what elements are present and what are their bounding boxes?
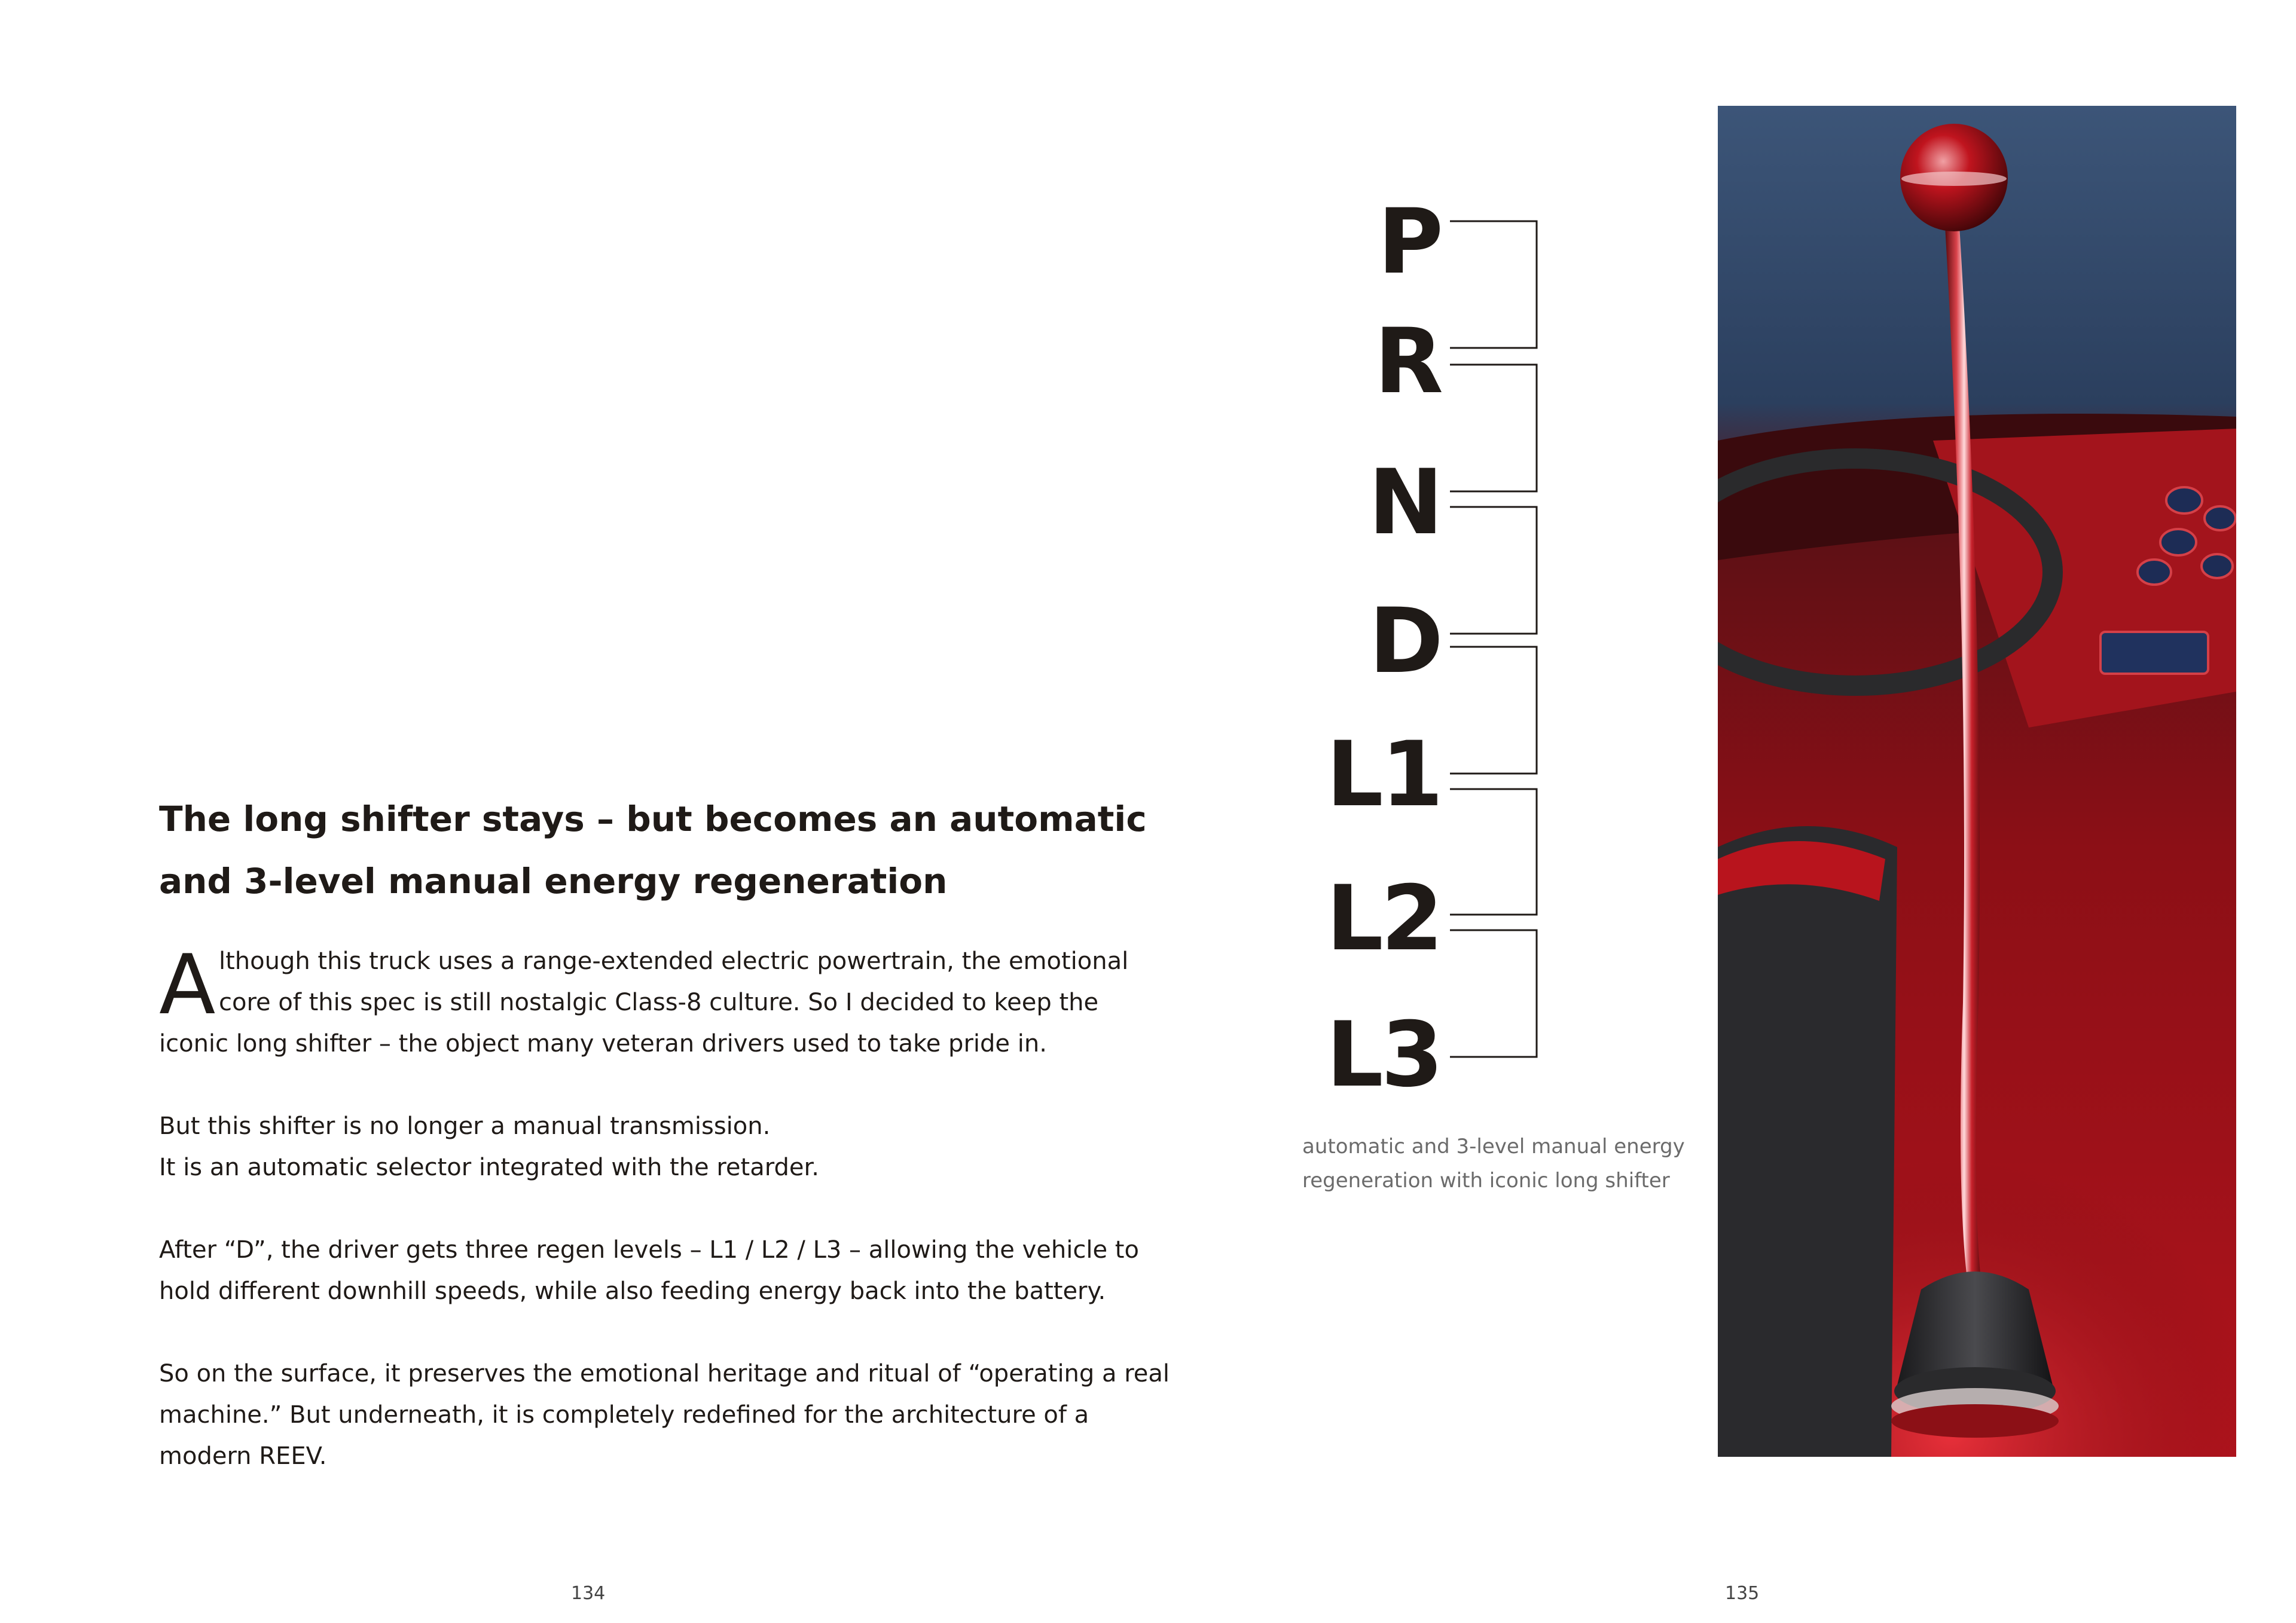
paragraph-1-line-3: iconic long shifter – the object many veteran drivers used to take pride in.: [159, 1030, 1047, 1057]
shifter-photo: [1718, 106, 2236, 1457]
page-number-left: 134: [571, 1583, 606, 1604]
paragraph-2-line-2: It is an automatic selector integrated with the retarder.: [159, 1154, 819, 1181]
page-number-right: 135: [1725, 1583, 1760, 1604]
heading-line-1: The long shifter stays – but becomes an automatic: [159, 799, 1147, 839]
paragraph-1-line-2: core of this spec is still nostalgic Class-8 culture. So I decided to keep the: [219, 989, 1099, 1016]
paragraph-3: [159, 1230, 1139, 1312]
paragraph-3-line-2: hold different downhill speeds, while also feeding energy back into the battery.: [159, 1277, 1106, 1305]
paragraph-3-line-1: After “D”, the driver gets three regen levels – L1 / L2 / L3 – allowing the vehicle to: [159, 1236, 1139, 1264]
paragraph-4: [159, 1353, 1170, 1477]
paragraph-2-line-1: But this shifter is no longer a manual transmission.: [159, 1112, 771, 1140]
gear-label-r: R: [1374, 310, 1441, 414]
paragraph-4-line-3: modern REEV.: [159, 1442, 327, 1470]
heading-line-2: and 3-level manual energy regeneration: [159, 861, 948, 901]
paragraph-4-line-2: machine.” But underneath, it is completely redefined for the architecture of a: [159, 1401, 1089, 1429]
gear-label-l3: L3: [1326, 1003, 1441, 1107]
paragraph-4-line-1: So on the surface, it preserves the emotional heritage and ritual of “operating a real: [159, 1360, 1170, 1387]
gear-label-d: D: [1369, 589, 1441, 693]
gear-connector-lines: [1447, 215, 1549, 1064]
image-caption: [1302, 1130, 1733, 1198]
paragraph-1-line-1: lthough this truck uses a range-extended electric powertrain, the emotional: [219, 947, 1129, 975]
gear-label-p: P: [1378, 190, 1441, 294]
gear-label-n: N: [1368, 451, 1441, 555]
drop-cap: A: [159, 937, 216, 1033]
caption-line-1: automatic and 3-level manual energy: [1302, 1135, 1685, 1159]
gear-label-l1: L1: [1326, 723, 1441, 827]
gear-label-l2: L2: [1326, 867, 1441, 971]
paragraph-2: [159, 1106, 1128, 1188]
caption-line-2: regeneration with iconic long shifter: [1302, 1169, 1670, 1193]
